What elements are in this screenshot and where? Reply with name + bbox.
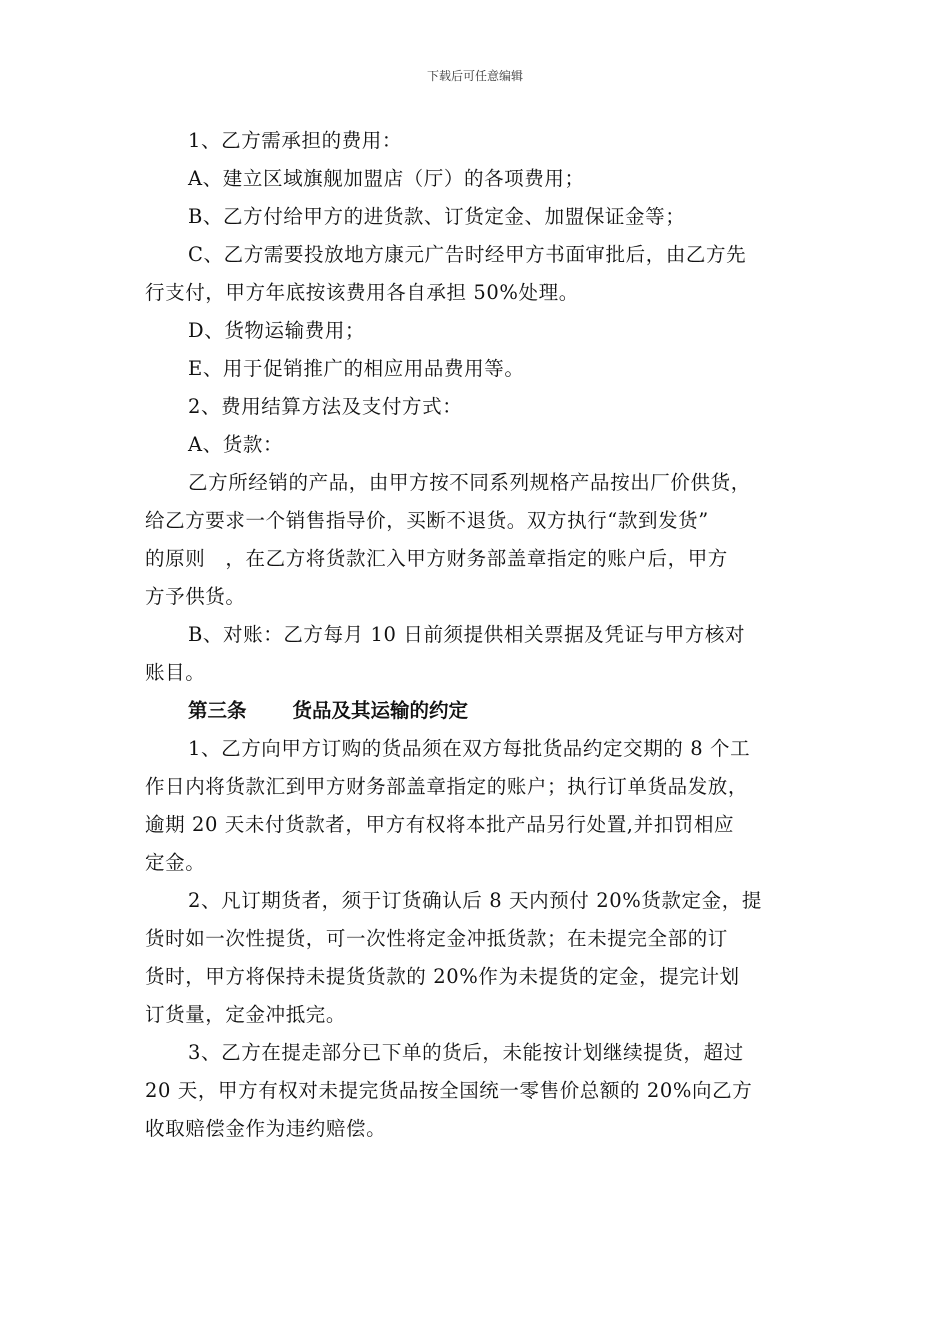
- section-heading: [145, 692, 810, 730]
- section-clause-3-line2: 20 天，甲方有权对未提完货品按全国统一零售价总额的 20%向乙方: [145, 1079, 753, 1102]
- section-clause-3-line1: 3、乙方在提走部分已下单的货后，未能按计划继续提货，超过: [188, 1041, 744, 1064]
- clause-fees-intro: 1、乙方需承担的费用：: [188, 129, 403, 152]
- payment-paragraph-line2: 给乙方要求一个销售指导价，买断不退货。双方执行“款到发货”: [145, 509, 709, 532]
- section-clause-2-line1: 2、凡订期货者，须于订货确认后 8 天内预付 20%货款定金，提: [188, 889, 762, 912]
- section-clause-1-line1: 1、乙方向甲方订购的货品须在双方每批货品约定交期的 8 个工: [188, 737, 751, 760]
- clause-reconciliation-line2: 账目。: [145, 661, 206, 684]
- payment-paragraph-line4: 方予供货。: [145, 585, 246, 608]
- section-clause-2-line2: 货时如一次性提货，可一次性将定金冲抵货款；在未提完全部的订: [145, 927, 728, 950]
- clause-settlement-intro: 2、费用结算方法及支付方式：: [188, 395, 463, 418]
- clause-fee-c-line1: C、乙方需要投放地方康元广告时经甲方书面审批后，由乙方先: [188, 243, 747, 266]
- clause-fee-c-line2: 行支付，甲方年底按该费用各自承担 50%处理。: [145, 281, 579, 304]
- section-clause-1-line4: 定金。: [145, 851, 206, 874]
- clause-fee-a: A、建立区域旗舰加盟店（厅）的各项费用；: [188, 167, 585, 190]
- clause-payment-a: A、货款：: [188, 433, 284, 456]
- section-clause-3-line3: 收取赔偿金作为违约赔偿。: [145, 1117, 387, 1140]
- section-clause-2-line4: 订货量，定金冲抵完。: [145, 1003, 347, 1026]
- clause-fee-e: E、用于促销推广的相应用品费用等。: [188, 357, 525, 380]
- page-header-note: 下载后可任意编辑: [426, 69, 523, 83]
- section-number: 第三条: [188, 699, 247, 722]
- section-clause-1-line2: 作日内将货款汇到甲方财务部盖章指定的账户；执行订单货品发放，: [145, 775, 749, 798]
- clause-reconciliation-line1: B、对账：乙方每月 10 日前须提供相关票据及凭证与甲方核对: [188, 623, 746, 646]
- payment-paragraph-line3: 的原则 ，在乙方将货款汇入甲方财务部盖章指定的账户后，甲方: [145, 547, 728, 570]
- section-clause-2-line3: 货时，甲方将保持未提货货款的 20%作为未提货的定金，提完计划: [145, 965, 740, 988]
- section-title: 货品及其运输的约定: [292, 699, 469, 722]
- payment-paragraph-line1: 乙方所经销的产品，由甲方按不同系列规格产品按出厂价供货，: [188, 471, 751, 494]
- clause-fee-d: D、货物运输费用；: [188, 319, 366, 342]
- clause-fee-b: B、乙方付给甲方的进货款、订货定金、加盟保证金等；: [188, 205, 686, 228]
- document-body: [145, 122, 810, 1148]
- section-clause-1-line3: 逾期 20 天未付货款者，甲方有权将本批产品另行处置,并扣罚相应: [145, 813, 735, 836]
